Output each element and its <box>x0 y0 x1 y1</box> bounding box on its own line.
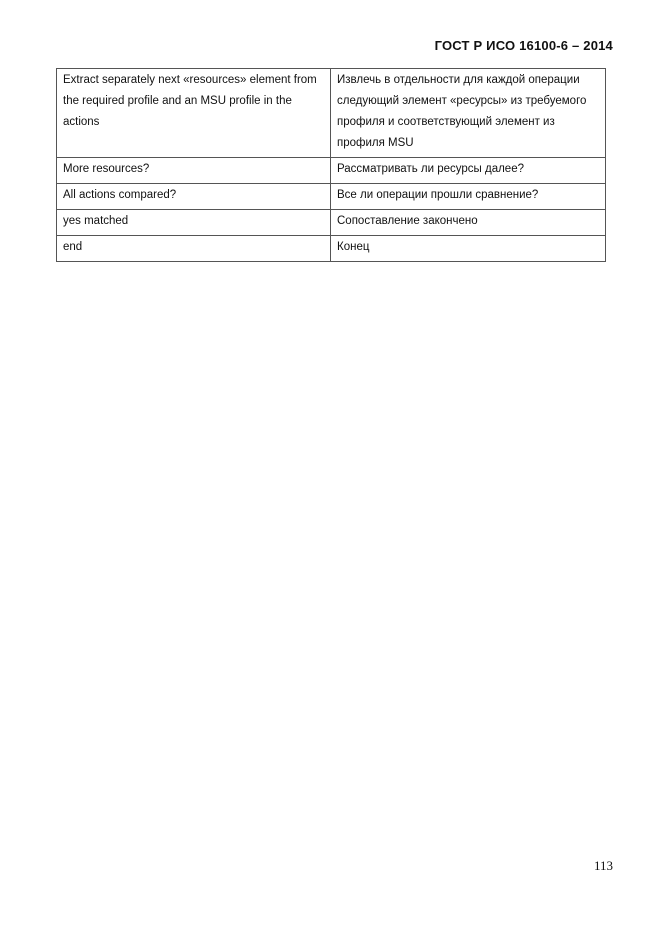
table-row <box>57 184 606 210</box>
english-term-cell: Extract separately next «resources» element from the required profile and an MSU profile in the actions <box>57 69 331 158</box>
english-term-cell: yes matched <box>57 210 331 236</box>
page-number: 113 <box>593 858 613 873</box>
russian-term-cell: Сопоставление закончено <box>331 210 606 236</box>
english-term-cell: More resources? <box>57 158 331 184</box>
table-row <box>57 236 606 262</box>
table-row <box>57 158 606 184</box>
english-term-cell: end <box>57 236 331 262</box>
russian-term-cell: Конец <box>331 236 606 262</box>
standard-code-header: ГОСТ Р ИСО 16100-6 – 2014 <box>434 38 613 53</box>
table-row <box>57 210 606 236</box>
russian-term-cell: Рассматривать ли ресурсы далее? <box>331 158 606 184</box>
table-row <box>57 69 606 158</box>
english-term-cell: All actions compared? <box>57 184 331 210</box>
russian-term-cell: Извлечь в отдельности для каждой операции следующий элемент «ресурсы» из требуемого профиля и соответствующий элемент из профиля MSU <box>331 69 606 158</box>
term-translation-table <box>56 68 606 262</box>
russian-term-cell: Все ли операции прошли сравнение? <box>331 184 606 210</box>
